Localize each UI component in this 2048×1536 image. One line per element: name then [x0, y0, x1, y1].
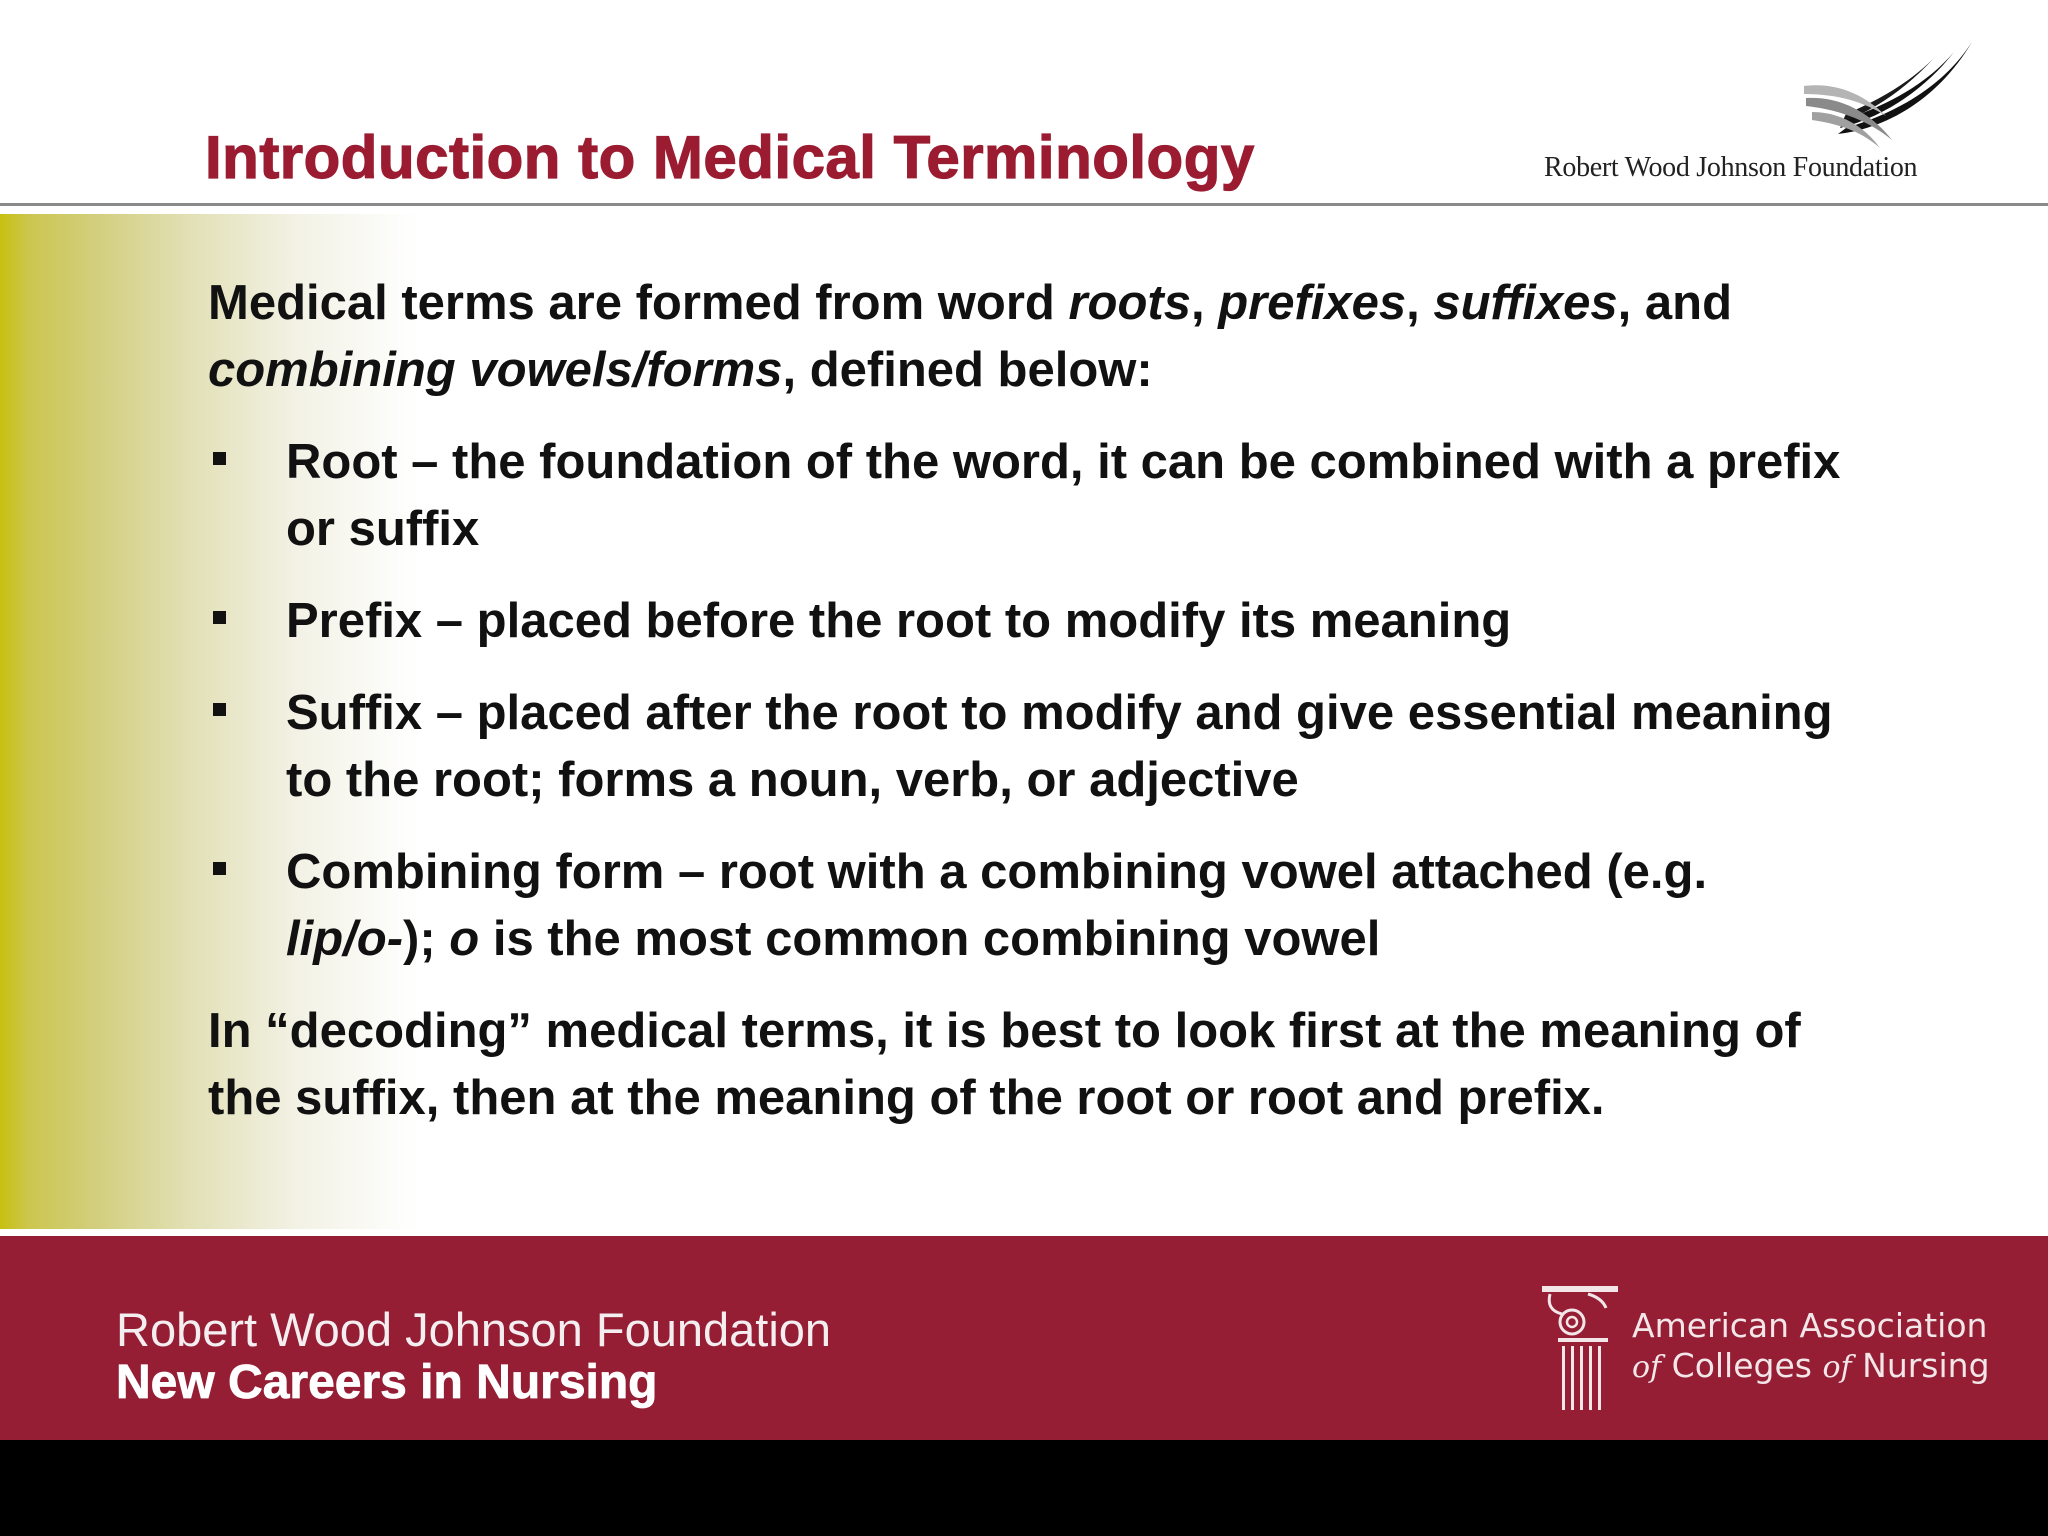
- aacn-nursing: Nursing: [1851, 1346, 1990, 1385]
- square-bullet-icon: [213, 611, 226, 624]
- bullet-text: Prefix – placed before the root to modify its meaning: [286, 594, 1512, 648]
- aacn-of: of: [1632, 1350, 1662, 1385]
- slide-body: [208, 270, 1848, 1132]
- example-term: lip/o-: [286, 912, 404, 966]
- conclusion-paragraph: In “decoding” medical terms, it is best to look first at the meaning of the suffix, then at the meaning of the root or root and prefix.: [208, 1004, 1801, 1125]
- term-prefixes: prefixes: [1218, 276, 1407, 330]
- term-roots: roots: [1068, 276, 1191, 330]
- bullet-combining-form: [208, 839, 1848, 973]
- aacn-colleges: Colleges: [1661, 1346, 1823, 1385]
- definition-list: [208, 429, 1848, 973]
- bullet-text: is the most common combining vowel: [479, 912, 1381, 966]
- bullet-suffix: [208, 680, 1848, 814]
- square-bullet-icon: [213, 862, 226, 875]
- slide-title: Introduction to Medical Terminology: [205, 124, 1255, 191]
- intro-text: ,: [1190, 276, 1219, 330]
- rwjf-header-logo: [1530, 36, 1970, 196]
- intro-text: Medical terms are formed from word: [208, 276, 1069, 330]
- bullet-prefix: [208, 588, 1848, 655]
- slide-header: [0, 0, 2048, 206]
- term-suffixes: suffixes: [1433, 276, 1618, 330]
- combining-vowel: o: [449, 912, 480, 966]
- aacn-line-1: American Association: [1632, 1306, 1988, 1345]
- aacn-of: of: [1822, 1350, 1852, 1385]
- intro-text: , defined below:: [782, 343, 1153, 397]
- aacn-line-2: [1632, 1346, 1990, 1388]
- slide-footer: [0, 1236, 2048, 1440]
- column-icon: [1540, 1284, 1620, 1414]
- intro-text: , and: [1617, 276, 1733, 330]
- footer-program-name: New Careers in Nursing: [116, 1356, 658, 1409]
- intro-paragraph: [208, 270, 1848, 404]
- square-bullet-icon: [213, 452, 226, 465]
- term-combining-forms: combining vowels/forms: [208, 343, 783, 397]
- aacn-logo-text: [1632, 1306, 1990, 1388]
- bullet-text: Combining form – root with a combining vowel attached (e.g.: [286, 845, 1708, 899]
- rwjf-footer-branding: [116, 1304, 831, 1410]
- bullet-text: );: [403, 912, 450, 966]
- square-bullet-icon: [213, 703, 226, 716]
- bullet-text: Suffix – placed after the root to modify and give essential meaning to the root; forms a noun, verb, or adjective: [286, 686, 1833, 807]
- intro-text: ,: [1406, 276, 1434, 330]
- bullet-root: [208, 429, 1848, 563]
- footer-org-name: Robert Wood Johnson Foundation: [116, 1303, 832, 1356]
- bullet-text: Root – the foundation of the word, it can be combined with a prefix or suffix: [286, 435, 1841, 556]
- header-divider: [0, 203, 2048, 206]
- aacn-logo: [1540, 1284, 1990, 1424]
- rwjf-logo-text: Robert Wood Johnson Foundation: [1544, 152, 1918, 183]
- wing-icon: [1800, 36, 1980, 156]
